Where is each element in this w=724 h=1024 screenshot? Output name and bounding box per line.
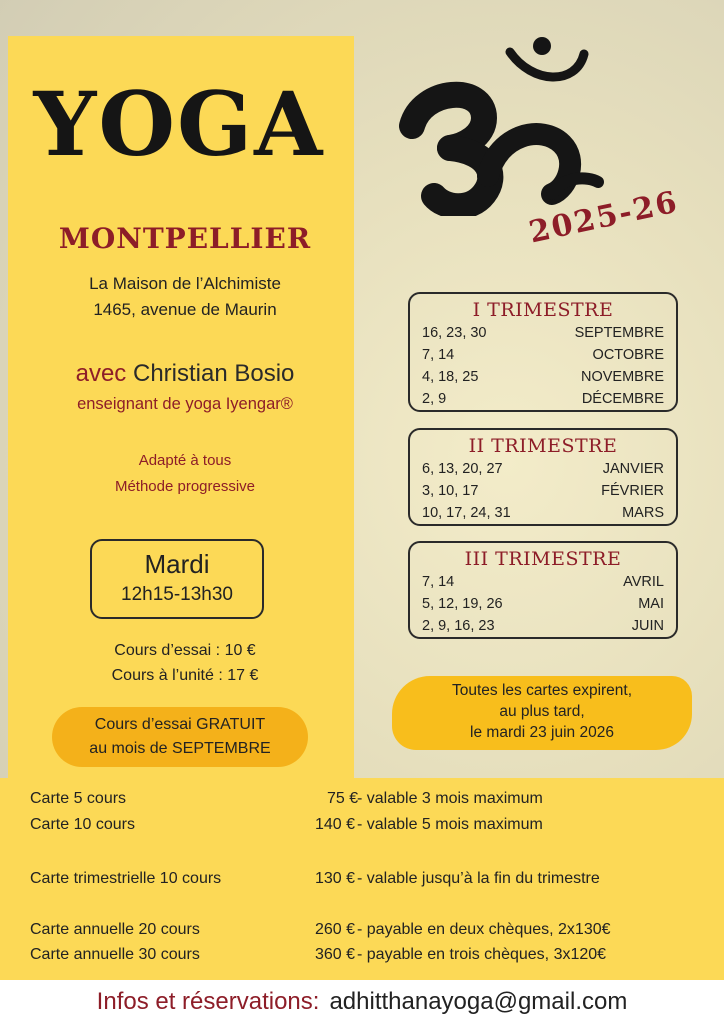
om-symbol-icon bbox=[392, 26, 608, 216]
trimester-month: FÉVRIER bbox=[601, 483, 664, 499]
list-item bbox=[422, 615, 664, 637]
trimester-month: JANVIER bbox=[602, 461, 664, 477]
trimester-1-title: I TRIMESTRE bbox=[472, 299, 614, 321]
list-item bbox=[422, 480, 664, 502]
card-name: Carte annuelle 30 cours bbox=[30, 946, 200, 963]
trimester-dates: 7, 14 bbox=[422, 574, 455, 590]
trimester-month: AVRIL bbox=[623, 574, 664, 590]
free-trial-line-2: au mois de SEPTEMBRE bbox=[89, 740, 271, 757]
list-item bbox=[422, 502, 664, 524]
card-terms: - payable en deux chèques, 2x130€ bbox=[357, 921, 611, 938]
trimester-dates: 6, 13, 20, 27 bbox=[422, 461, 503, 477]
trimester-dates: 3, 10, 17 bbox=[422, 483, 479, 499]
trial-price: Cours d’essai : 10 € bbox=[114, 642, 256, 659]
expiry-line-2: au plus tard, bbox=[499, 703, 585, 720]
address-line-2: 1465, avenue de Maurin bbox=[93, 300, 277, 319]
trimester-month: DÉCEMBRE bbox=[581, 391, 664, 407]
trimester-month: MAI bbox=[638, 596, 664, 612]
contact-bar bbox=[0, 980, 724, 1024]
trimester-dates: 4, 18, 25 bbox=[422, 369, 479, 385]
trimester-month: NOVEMBRE bbox=[581, 369, 664, 385]
card-name: Carte 10 cours bbox=[30, 816, 135, 833]
card-price: 140 € bbox=[315, 816, 356, 833]
teacher-role: enseignant de yoga Iyengar® bbox=[77, 395, 293, 413]
trimester-2-title: II TRIMESTRE bbox=[468, 435, 618, 457]
teacher-prefix: avec bbox=[75, 360, 127, 387]
card-terms: - valable 5 mois maximum bbox=[357, 816, 543, 833]
trimester-dates: 10, 17, 24, 31 bbox=[422, 505, 511, 521]
schedule-box bbox=[90, 539, 264, 619]
city-heading: MONTPELLIER bbox=[58, 222, 312, 255]
teacher-line bbox=[20, 360, 350, 388]
card-terms: - payable en trois chèques, 3x120€ bbox=[357, 946, 607, 963]
list-item bbox=[422, 322, 664, 344]
expiry-line-1: Toutes les cartes expirent, bbox=[451, 682, 633, 699]
expiry-notice bbox=[392, 676, 692, 750]
free-trial-badge bbox=[52, 707, 308, 767]
trimester-dates: 2, 9 bbox=[422, 391, 447, 407]
card-price: 75 € bbox=[327, 790, 359, 807]
teacher-name: Christian Bosio bbox=[132, 360, 295, 387]
feature-method: Méthode progressive bbox=[114, 478, 256, 495]
card-price: 360 € bbox=[315, 946, 356, 963]
trimester-dates: 16, 23, 30 bbox=[422, 325, 487, 341]
trimester-month: SEPTEMBRE bbox=[574, 325, 664, 341]
list-item bbox=[422, 458, 664, 480]
contact-label: Infos et réservations: bbox=[96, 988, 320, 1015]
trimester-2-box bbox=[408, 428, 678, 526]
page-title: YOGA bbox=[33, 72, 325, 176]
list-item bbox=[422, 366, 664, 388]
trimester-month: OCTOBRE bbox=[592, 347, 664, 363]
list-item bbox=[422, 388, 664, 410]
trimester-dates: 7, 14 bbox=[422, 347, 455, 363]
schedule-time: 12h15-13h30 bbox=[121, 584, 233, 605]
contact-email-link[interactable]: adhitthanayoga@gmail.com bbox=[329, 988, 628, 1015]
trimester-1-box bbox=[408, 292, 678, 412]
trimester-3-box bbox=[408, 541, 678, 639]
free-trial-line-1: Cours d’essai GRATUIT bbox=[94, 716, 266, 733]
list-item bbox=[422, 571, 664, 593]
trimester-dates: 5, 12, 19, 26 bbox=[422, 596, 503, 612]
address-line-1: La Maison de l’Alchimiste bbox=[89, 274, 281, 293]
trimester-month: MARS bbox=[622, 505, 664, 521]
schedule-day: Mardi bbox=[144, 549, 210, 579]
trimester-month: JUIN bbox=[631, 618, 664, 634]
trimester-3-title: III TRIMESTRE bbox=[464, 548, 622, 570]
card-name: Carte annuelle 20 cours bbox=[30, 921, 200, 938]
expiry-line-3: le mardi 23 juin 2026 bbox=[470, 724, 614, 741]
feature-suitable: Adapté à tous bbox=[138, 452, 232, 469]
card-name: Carte trimestrielle 10 cours bbox=[30, 870, 222, 887]
list-item bbox=[422, 593, 664, 615]
season-year: 2025-26 bbox=[526, 184, 682, 251]
card-terms: - valable 3 mois maximum bbox=[357, 790, 543, 807]
single-price: Cours à l’unité : 17 € bbox=[111, 667, 259, 684]
card-name: Carte 5 cours bbox=[30, 790, 127, 807]
card-price: 260 € bbox=[315, 921, 356, 938]
trimester-dates: 2, 9, 16, 23 bbox=[422, 618, 495, 634]
card-price: 130 € bbox=[315, 870, 356, 887]
card-terms: - valable jusqu’à la fin du trimestre bbox=[357, 870, 600, 887]
list-item bbox=[422, 344, 664, 366]
